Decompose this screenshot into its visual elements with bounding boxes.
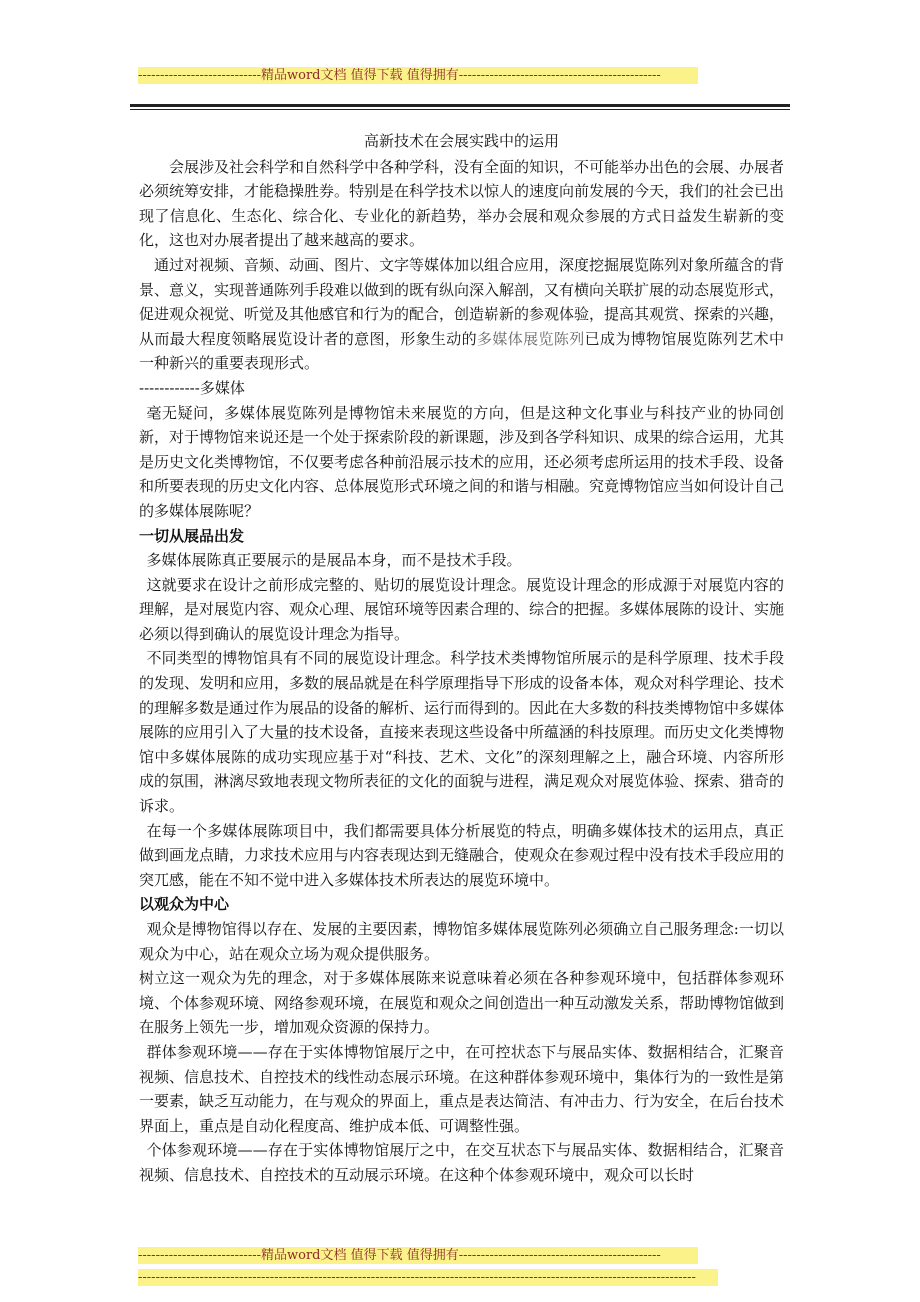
top-watermark-banner: ----------------------------精品word文档 值得下载 值得拥有---------------------------------------------- [138,67,698,84]
paragraph-intro: 会展涉及社会科学和自然科学中各种学科，没有全面的知识，不可能举办出色的会展、办展者必须统筹安排，才能稳操胜券。特别是在科学技术以惊人的速度向前发展的今天，我们的社会已出现了信息化、生态化、综合化、专业化的新趋势，举办会展和观众参展的方式日益发生崭新的变化，这也对办展者提出了越来越高的要求。 [139,157,785,250]
paragraph-future-direction: 毫无疑问，多媒体展览陈列是博物馆未来展览的方向，但是这种文化事业与科技产业的协同创新，对于博物馆来说还是一个处于探索阶段的新课题，涉及到各学科知识、成果的综合运用，尤其是历史文化类博物馆，不仅要考虑各种前沿展示技术的应用，还必须考虑所运用的技术手段、设备和所要表现的历史文化内容、总体展览形式环境之间的和谐与相融。究竟博物馆应当如何设计自己的多媒体展陈呢？ [139,403,785,520]
paragraph-museum-types: 不同类型的博物馆具有不同的展览设计理念。科学技术类博物馆所展示的是科学原理、技术手段的发现、发明和应用，多数的展品就是在科学原理指导下形成的设备本体，观众对科学理论、技术的理解多数是通过作为展品的设备的解析、运行而得到的。因此在大多数的科技类博物馆中多媒体展陈的应用引入了大量的技术设备，直接来表现这些设备中所蕴涵的科技原理。而历史文化类博物馆中多媒体展陈的成功实现应基于对“科技、艺术、文化”的深刻理解之上，融合环境、内容所形成的氛围，淋漓尽致地表现文物所表征的文化的面貌与进程，满足观众对展览体验、探索、猎奇的诉求。 [139,649,785,816]
paragraph-exhibit-focus: 多媒体展陈真正要展示的是展品本身，而不是技术手段。 [146,551,522,570]
paragraph-text: 已成为博物馆展览陈列艺术中一种新兴的重要表现形式。 [139,329,784,373]
paragraph-audience-first: 树立这一观众为先的理念，对于多媒体展陈来说意味着必须在各种参观环境中，包括群体参观环境、个体参观环境、网络参观环境，在展览和观众之间创造出一种互动激发关系，帮助博物馆做到在服务上领先一步，增加观众资源的保持力。 [139,969,785,1037]
paragraph-text: 通过对视频、音频、动画、图片、文字等媒体加以组合应用，深度挖掘展览陈列对象所蕴含的背景、意义，实现普通陈列手段难以做到的既有纵向深入解剖，又有横向关联扩展的动态展览形式，促进观众视觉、听觉及其他感官和行为的配合，创造崭新的参观体验，提高其观赏、探索的兴趣，从而最大程度领略展览设计者的意图，形象生动的 [139,255,785,348]
section-heading-audience: 以观众为中心 [139,895,230,914]
section-divider: ------------多媒体 [139,378,245,397]
document-title: 高新技术在会展实践中的运用 [363,132,559,150]
paragraph-project-analysis: 在每一个多媒体展陈项目中，我们都需要具体分析展览的特点，明确多媒体技术的运用点，真正做到画龙点睛，力求技术应用与内容表现达到无缝融合，使观众在参观过程中没有技术手段应用的突兀感，能在不知不觉中进入多媒体技术所表达的展览环境中。 [139,821,785,889]
document-body [139,129,784,1188]
paragraph-multimedia-definition [139,253,784,376]
paragraph-group-environment: 群体参观环境——存在于实体博物馆展厅之中，在可控状态下与展品实体、数据相结合，汇聚音视频、信息技术、自控技术的线性动态展示环境。在这种群体参观环境中，集体行为的一致性是第一要素，缺乏互动能力，在与观众的界面上，重点是表达简洁、有冲击力、行为安全，在后台技术界面上，重点是自动化程度高、维护成本低、可调整性强。 [139,1042,785,1135]
bottom-dash-banner: ------------------------------------------------------------------------------------------------------------------------------- [138,1269,718,1286]
bottom-watermark-banner: ----------------------------精品word文档 值得下载 值得拥有---------------------------------------------- [138,1247,698,1264]
section-heading-exhibits: 一切从展品出发 [139,526,245,545]
paragraph-audience-importance: 观众是博物馆得以存在、发展的主要因素，博物馆多媒体展览陈列必须确立自己服务理念:一切以观众为中心，站在观众立场为观众提供服务。 [139,920,784,963]
multimedia-exhibition-link[interactable]: 多媒体展览陈列 [477,329,585,348]
paragraph-individual-environment: 个体参观环境——存在于实体博物馆展厅之中，在交互状态下与展品实体、数据相结合，汇聚音视频、信息技术、自控技术的互动展示环境。在这种个体参观环境中，观众可以长时 [139,1141,784,1184]
header-rule-thin [130,109,790,110]
header-rule-thick [130,104,790,107]
paragraph-design-concept: 这就要求在设计之前形成完整的、贴切的展览设计理念。展览设计理念的形成源于对展览内容的理解，是对展览内容、观众心理、展馆环境等因素合理的、综合的把握。多媒体展陈的设计、实施必须以得到确认的展览设计理念为指导。 [139,575,785,643]
